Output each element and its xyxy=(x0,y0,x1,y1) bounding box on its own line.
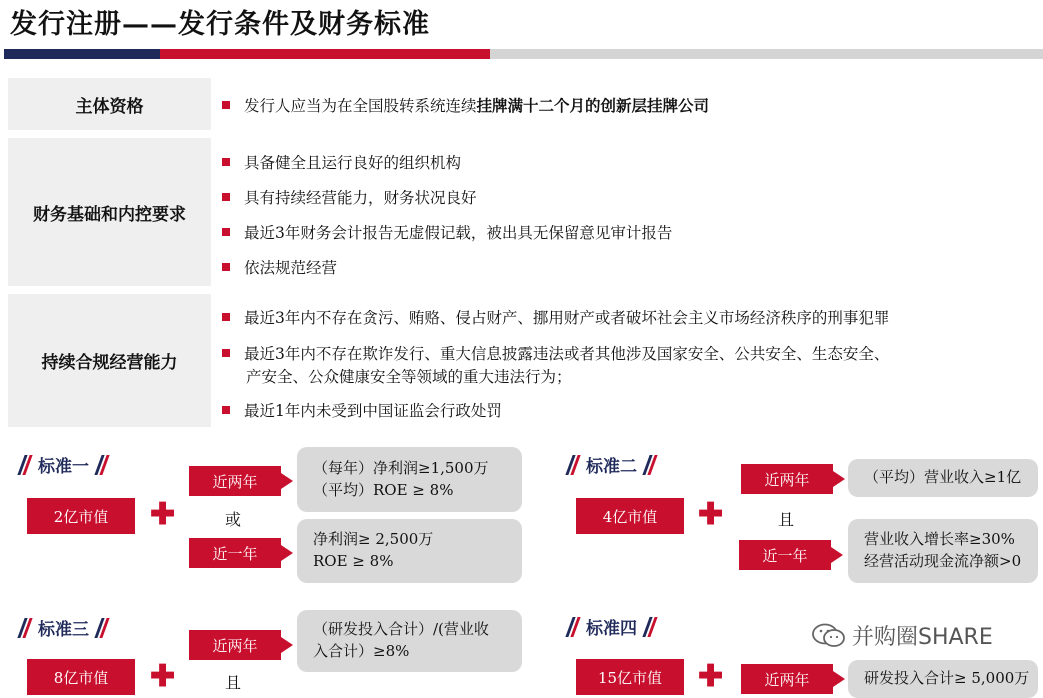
bullet-square-icon xyxy=(222,228,230,236)
period-tag: 近一年 xyxy=(739,540,831,570)
standard-heading: 标准四 xyxy=(568,614,655,639)
title-bar-grey xyxy=(490,49,1043,59)
bullet-square-icon xyxy=(222,193,230,201)
standard-heading: 标准二 xyxy=(568,452,655,477)
bullet-item: 具备健全且运行良好的组织机构 xyxy=(222,151,461,173)
plus-icon: ✚ xyxy=(698,497,724,532)
section-label-finance: 财务基础和内控要求 xyxy=(8,138,211,286)
bullet-item: 发行人应当为在全国股转系统连续挂牌满十二个月的创新层挂牌公司 xyxy=(222,94,709,116)
plus-icon: ✚ xyxy=(698,659,724,694)
bullet-item: 具有持续经营能力，财务状况良好 xyxy=(222,186,477,208)
period-tag: 近一年 xyxy=(189,538,281,568)
connector-text: 且 xyxy=(778,510,795,529)
criteria-box: （平均）营业收入≥1亿 xyxy=(848,459,1038,497)
connector-text: 或 xyxy=(225,510,242,529)
bullet-continuation: 产安全、公众健康安全等领域的重大违法行为； xyxy=(246,368,572,386)
bullet-square-icon xyxy=(222,263,230,271)
watermark: 并购圈SHARE xyxy=(812,620,993,651)
period-tag: 近两年 xyxy=(189,630,281,660)
bullet-square-icon xyxy=(222,101,230,109)
criteria-box: 营业收入增长率≥30% 经营活动现金流净额>0 xyxy=(848,519,1038,583)
connector-text: 且 xyxy=(225,673,242,692)
bullet-square-icon xyxy=(222,313,230,321)
page-title: 发行注册——发行条件及财务标准 xyxy=(10,9,430,40)
period-tag: 近两年 xyxy=(741,464,833,494)
market-cap-box: 2亿市值 xyxy=(27,498,135,534)
standard-heading: 标准一 xyxy=(20,452,107,477)
title-bar-navy xyxy=(4,49,160,59)
criteria-box: 研发投入合计≥ 5,000万 xyxy=(848,660,1038,698)
period-tag: 近两年 xyxy=(189,466,281,496)
period-tag: 近两年 xyxy=(741,664,833,694)
section-label-eligibility: 主体资格 xyxy=(8,78,211,130)
bullet-square-icon xyxy=(222,349,230,357)
wechat-icon xyxy=(812,623,846,649)
bullet-square-icon xyxy=(222,158,230,166)
plus-icon: ✚ xyxy=(150,497,176,532)
market-cap-box: 4亿市值 xyxy=(576,498,684,534)
bullet-square-icon xyxy=(222,406,230,414)
bullet-item: 最近3年内不存在欺诈发行、重大信息披露违法或者其他涉及国家安全、公共安全、生态安全、 xyxy=(222,342,889,364)
criteria-box: （研发投入合计）/(营业收 入合计）≥8% xyxy=(297,610,522,672)
bullet-item: 依法规范经营 xyxy=(222,256,337,278)
plus-icon: ✚ xyxy=(150,659,176,694)
bullet-item: 最近3年财务会计报告无虚假记载，被出具无保留意见审计报告 xyxy=(222,221,672,243)
standard-heading: 标准三 xyxy=(20,615,107,640)
criteria-box: 净利润≥ 2,500万 ROE ≥ 8% xyxy=(297,519,522,583)
title-bar-red xyxy=(160,49,490,59)
criteria-box: （每年）净利润≥1,500万 （平均）ROE ≥ 8% xyxy=(297,447,522,512)
market-cap-box: 8亿市值 xyxy=(27,659,135,695)
section-label-compliance: 持续合规经营能力 xyxy=(8,294,211,427)
bullet-item: 最近3年内不存在贪污、贿赂、侵占财产、挪用财产或者破坏社会主义市场经济秩序的刑事犯罪 xyxy=(222,306,889,328)
market-cap-box: 15亿市值 xyxy=(576,659,684,695)
bullet-item: 最近1年内未受到中国证监会行政处罚 xyxy=(222,399,502,421)
